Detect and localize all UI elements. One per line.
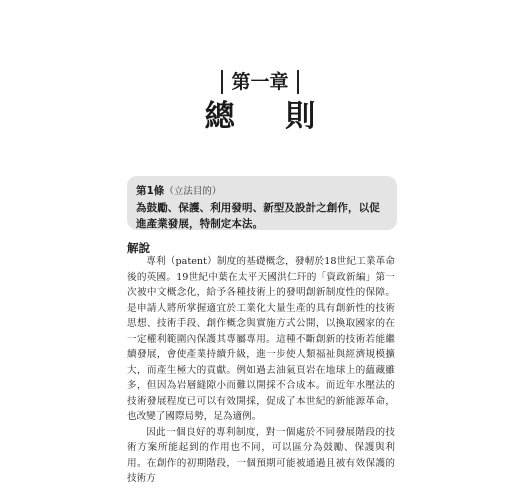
commentary-paragraph: 專利（patent）制度的基礎概念，發軔於18世紀工業革命後的英國。19世紀中葉在太平天國洪仁玕的「資政新編」第一次被中文概念化，給予各種技術上的發明創新制度性的保障。是申請人將所掌握適宜於工業化大量生產的具有創新性的技術思想、技術手段、創作概念與實施方式公開，以換取國家的在一定權利範圍內保護其專屬專用。這種不斷創新的技術若能繼續發展，會使產業持續升級，進一步使人類福祉與經濟規模擴大，而產生極大的貢獻。例如過去油氣頁岩在地球上的蘊藏雖多，但因為岩層縫隙小而難以開採不合成本。而近年水壓法的技術發展程度已可以有效開採，促成了本世紀的新能源革命，也改變了國際局勢，足為適例。 — [127, 256, 395, 422]
article-subject: （立法目的） — [164, 186, 222, 197]
article-box — [127, 176, 397, 230]
commentary-heading: 解說 — [127, 241, 150, 255]
chapter-number-label: 第一章 — [221, 70, 298, 94]
commentary-paragraph: 因此一個良好的專利制度，對一個處於不同發展階段的技術方案所能起到的作用也不同，可以區分為鼓勵、保護與利用。在創作的初期階段，一個預期可能被通過且被有效保護的技術方 — [127, 426, 395, 484]
article-text: 為鼓勵、保護、利用發明、新型及設計之創作，以促進產業發展，特制定本法。 — [136, 202, 380, 230]
commentary-body — [127, 254, 395, 487]
article-header — [136, 183, 388, 200]
article-label: 第1條 — [136, 185, 165, 197]
chapter-title: 總 則 — [204, 99, 336, 134]
chapter-number — [0, 70, 520, 96]
